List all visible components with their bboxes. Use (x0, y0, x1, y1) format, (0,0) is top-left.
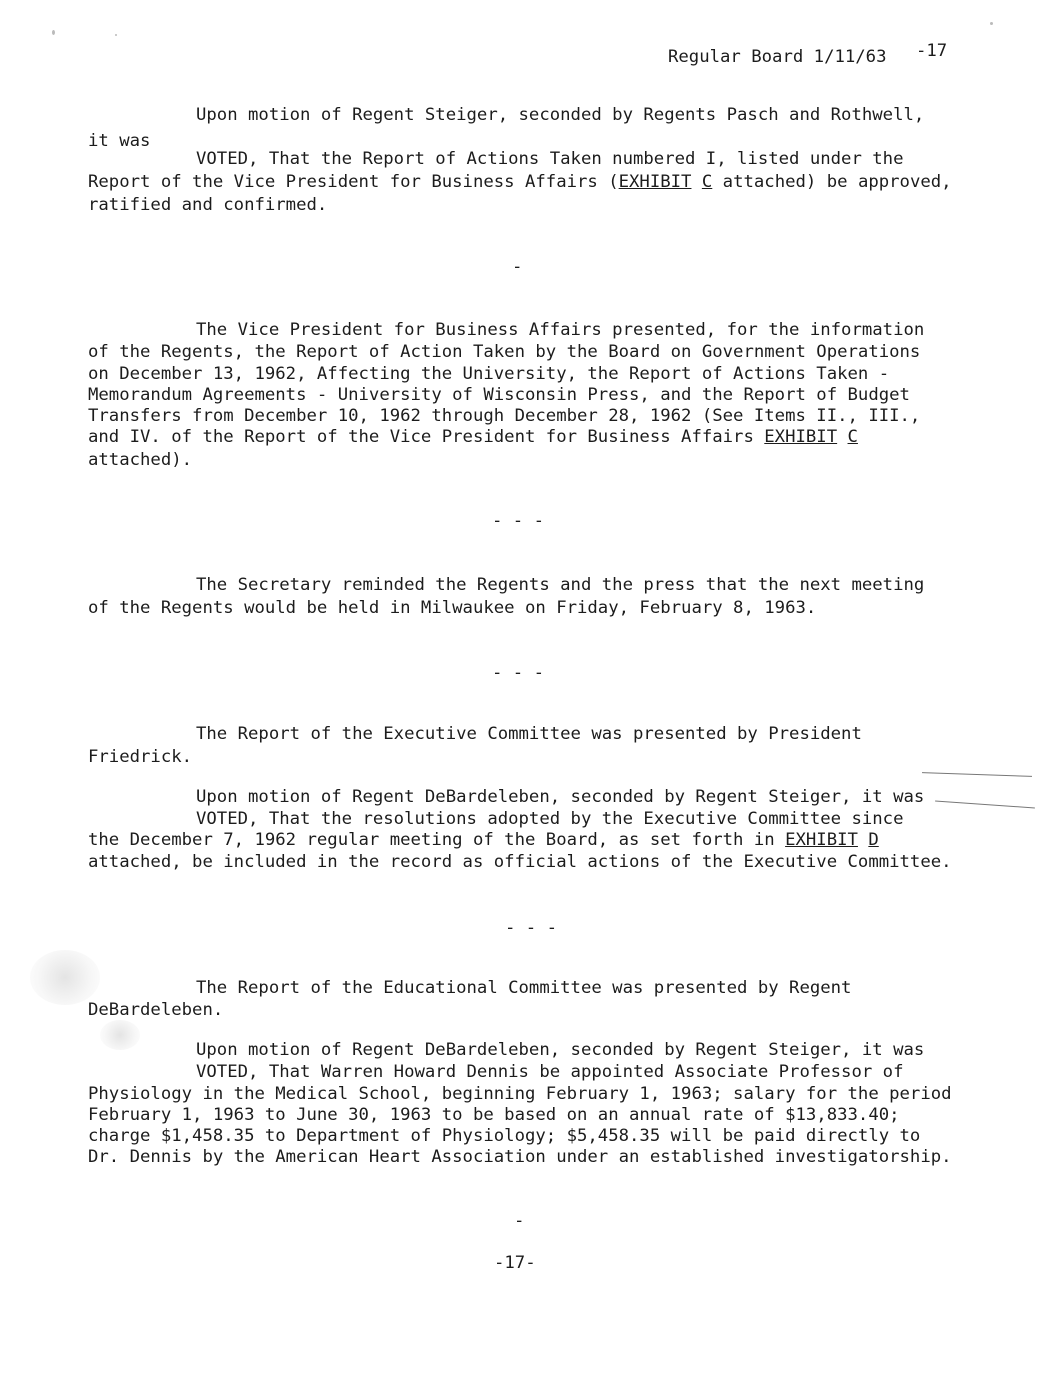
paragraph-line: Memorandum Agreements - University of Wisconsin Press, and the Report of Budget (88, 385, 910, 405)
page-footer-number: -17- (494, 1253, 536, 1273)
page-header-number: -17 (916, 41, 948, 61)
paragraph-line: attached). (88, 450, 193, 470)
line-text: attached) be approved, (712, 172, 952, 192)
paragraph-line: of the Regents, the Report of Action Taken by the Board on Government Operations (88, 342, 921, 362)
exhibit-label: EXHIBIT (785, 830, 858, 850)
paragraph-line: attached, be included in the record as official actions of the Executive Committee. (88, 852, 952, 872)
scan-speck (990, 22, 993, 25)
paragraph-line: charge $1,458.35 to Department of Physiology; $5,458.35 will be paid directly to (88, 1126, 921, 1146)
pen-mark (922, 772, 1032, 777)
paragraph-line: The Report of the Executive Committee was presented by President (196, 724, 862, 744)
paragraph-line: Upon motion of Regent Steiger, seconded by Regents Pasch and Rothwell, (196, 105, 925, 125)
paragraph-line: Upon motion of Regent DeBardeleben, seconded by Regent Steiger, it was (196, 787, 925, 807)
paragraph-line: DeBardeleben. (88, 1000, 224, 1020)
section-separator: - (512, 257, 523, 277)
paragraph-line: VOTED, That the resolutions adopted by the Executive Committee since (196, 809, 904, 829)
exhibit-letter: C (847, 427, 858, 447)
paragraph-line: The Report of the Educational Committee was presented by Regent (196, 978, 852, 998)
scan-speck (115, 34, 117, 36)
scan-smudge (30, 950, 100, 1005)
paragraph-line: Friedrick. (88, 747, 193, 767)
paragraph-line: Transfers from December 10, 1962 through December 28, 1962 (See Items II., III., (88, 406, 921, 426)
paragraph-line: Upon motion of Regent DeBardeleben, seconded by Regent Steiger, it was (196, 1040, 925, 1060)
paragraph-line (88, 426, 858, 448)
section-separator: - (514, 1211, 525, 1231)
pen-mark (935, 801, 1035, 809)
line-text: Report of the Vice President for Business Affairs ( (88, 172, 619, 192)
line-text: the December 7, 1962 regular meeting of the Board, as set forth in (88, 830, 786, 850)
paragraph-line: it was (88, 131, 151, 151)
exhibit-letter: C (701, 172, 713, 192)
section-separator: - - - (492, 511, 545, 531)
paragraph-line: February 1, 1963 to June 30, 1963 to be based on an annual rate of $13,833.40; (88, 1105, 900, 1125)
paragraph-line: The Vice President for Business Affairs presented, for the information (196, 320, 925, 340)
paragraph-line: The Secretary reminded the Regents and the press that the next meeting (196, 575, 925, 595)
page-header: Regular Board 1/11/63 (668, 47, 887, 67)
line-text: and IV. of the Report of the Vice President for Business Affairs (88, 427, 765, 447)
exhibit-label: EXHIBIT (618, 172, 692, 192)
paragraph-line: Physiology in the Medical School, beginning February 1, 1963; salary for the period (88, 1084, 952, 1104)
paragraph-line: VOTED, That the Report of Actions Taken numbered I, listed under the (196, 149, 904, 169)
exhibit-letter: D (868, 830, 879, 850)
section-separator: - - - (492, 663, 545, 683)
paragraph-line (88, 171, 952, 193)
paragraph-line: Dr. Dennis by the American Heart Association under an established investigatorship. (88, 1147, 952, 1167)
paragraph-line (88, 829, 879, 851)
exhibit-label: EXHIBIT (764, 427, 838, 447)
scan-speck (52, 30, 55, 35)
paragraph-line: of the Regents would be held in Milwaukee on Friday, February 8, 1963. (88, 598, 817, 618)
paragraph-line: ratified and confirmed. (88, 195, 328, 215)
scan-smudge (100, 1020, 140, 1050)
section-separator: - - - (505, 918, 558, 938)
paragraph-line: on December 13, 1962, Affecting the University, the Report of Actions Taken - (88, 364, 890, 384)
paragraph-line: VOTED, That Warren Howard Dennis be appointed Associate Professor of (196, 1062, 904, 1082)
